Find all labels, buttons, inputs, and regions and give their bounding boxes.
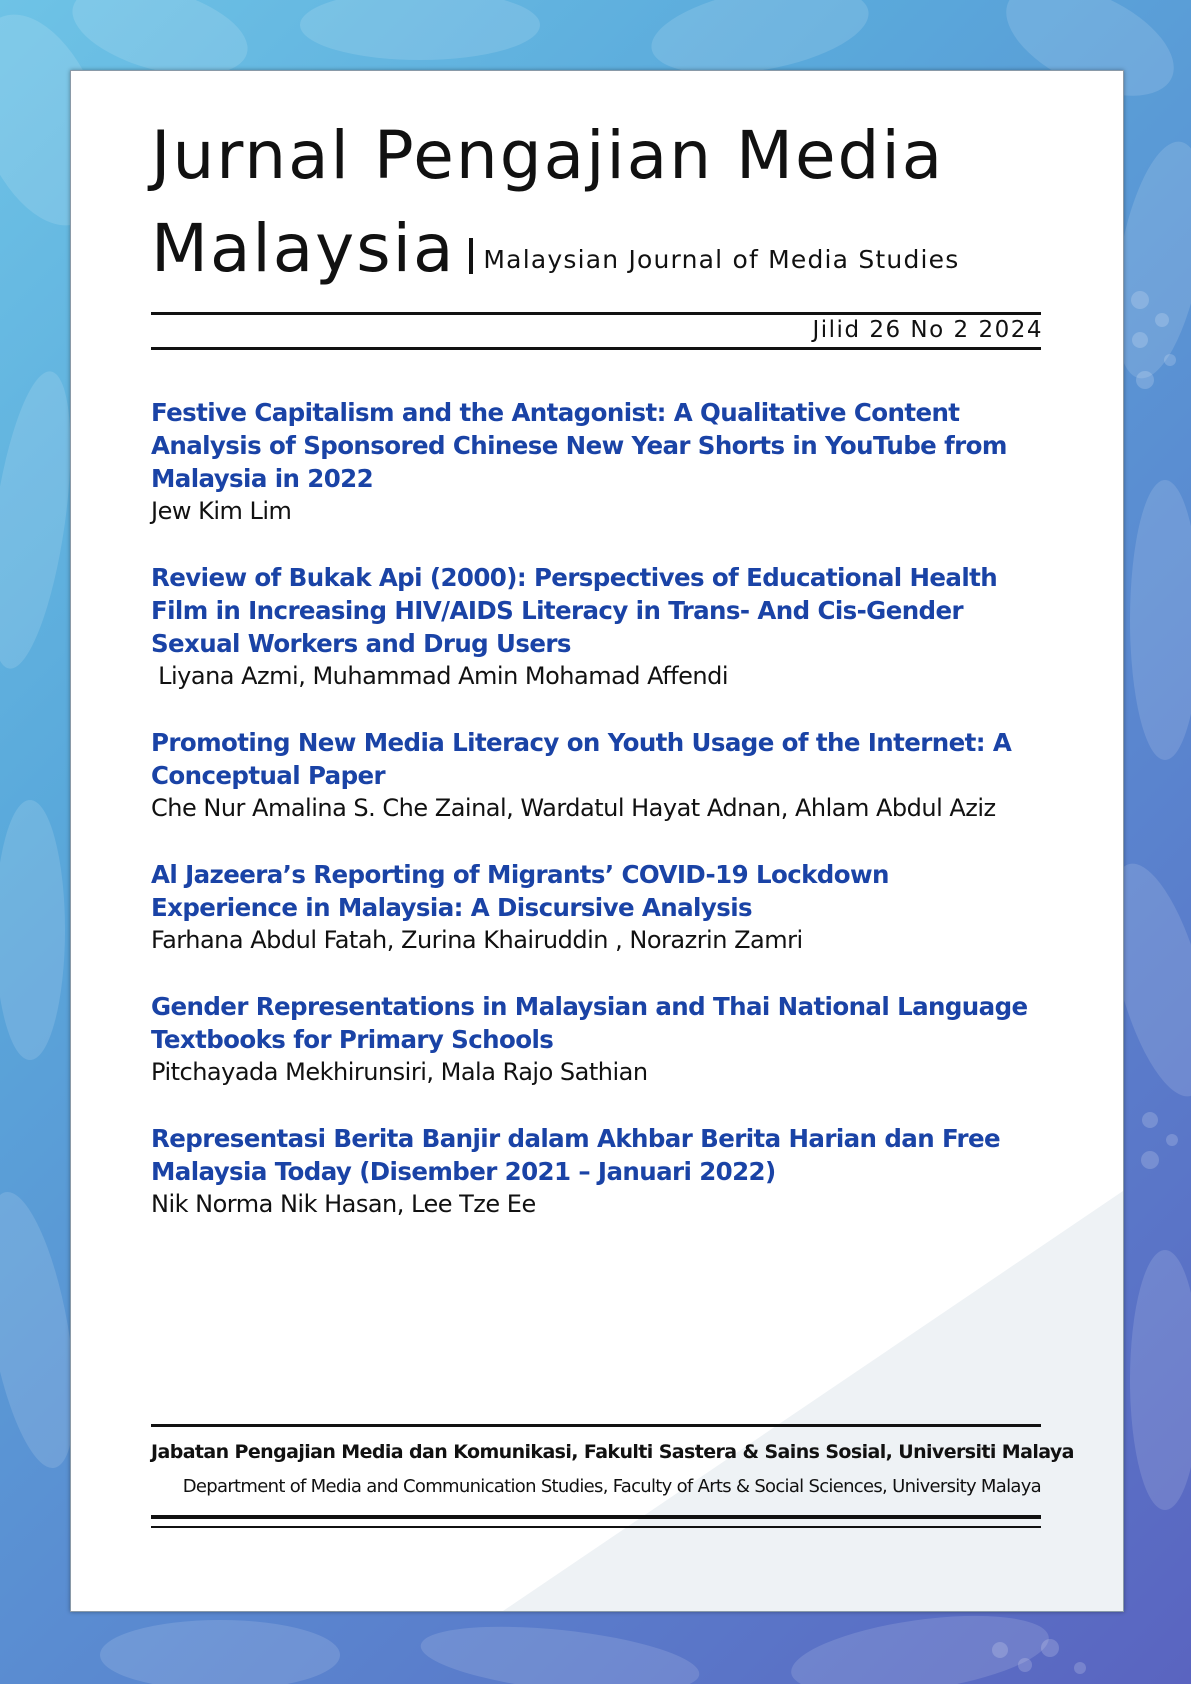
article-entry xyxy=(151,858,1043,957)
article-entry xyxy=(151,561,1043,693)
footer-rule-top xyxy=(151,1424,1041,1427)
sheet-corner-shade xyxy=(503,1191,1123,1611)
article-entry xyxy=(151,726,1043,825)
journal-subtitle: Malaysian Journal of Media Studies xyxy=(483,245,960,274)
article-title: Promoting New Media Literacy on Youth Usage of the Internet: A Conceptual Paper xyxy=(151,728,1012,790)
title-separator-bar xyxy=(469,238,473,274)
article-title: Festive Capitalism and the Antagonist: A Qualitative Content Analysis of Sponsored Chinese New Year Shorts in YouTube from Malaysia in 2022 xyxy=(151,398,1007,493)
article-authors: Pitchayada Mekhirunsiri, Mala Rajo Sathian xyxy=(151,1058,648,1086)
department-malay: Jabatan Pengajian Media dan Komunikasi, Fakulti Sastera & Sains Sosial, Universiti Malaya xyxy=(151,1441,1074,1463)
journal-title-line1: Jurnal Pengajian Media xyxy=(151,117,945,194)
article-authors: Nik Norma Nik Hasan, Lee Tze Ee xyxy=(151,1190,536,1218)
article-title: Al Jazeera’s Reporting of Migrants’ COVID-19 Lockdown Experience in Malaysia: A Discursive Analysis xyxy=(151,860,889,922)
table-of-contents xyxy=(151,396,1043,1254)
journal-title-line2-row xyxy=(151,210,1043,287)
footer-rule-thin xyxy=(151,1526,1041,1528)
department-english: Department of Media and Communication Studies, Faculty of Arts & Social Sciences, University Malaya xyxy=(182,1476,1041,1497)
article-authors: Liyana Azmi, Muhammad Amin Mohamad Affendi xyxy=(151,662,729,690)
article-entry xyxy=(151,990,1043,1089)
header-rule-bottom xyxy=(151,347,1041,350)
cover-sheet xyxy=(70,70,1124,1612)
article-title: Gender Representations in Malaysian and Thai National Language Textbooks for Primary Schools xyxy=(151,992,1028,1054)
article-title: Review of Bukak Api (2000): Perspectives of Educational Health Film in Increasing HIV/AIDS Literacy in Trans- And Cis-Gender Sexual Workers and Drug Users xyxy=(151,563,998,658)
article-authors: Jew Kim Lim xyxy=(151,497,292,525)
article-entry xyxy=(151,396,1043,528)
article-authors: Che Nur Amalina S. Che Zainal, Wardatul Hayat Adnan, Ahlam Abdul Aziz xyxy=(151,794,996,822)
header-rule-top xyxy=(151,312,1041,315)
footer-rule-thick xyxy=(151,1515,1041,1519)
article-title: Representasi Berita Banjir dalam Akhbar Berita Harian dan Free Malaysia Today (Disember 2021 – Januari 2022) xyxy=(151,1124,1001,1186)
article-entry xyxy=(151,1122,1043,1221)
journal-title-line2: Malaysia xyxy=(151,210,456,287)
article-authors: Farhana Abdul Fatah, Zurina Khairuddin , Norazrin Zamri xyxy=(151,926,803,954)
issue-label: Jilid 26 No 2 2024 xyxy=(812,317,1043,343)
